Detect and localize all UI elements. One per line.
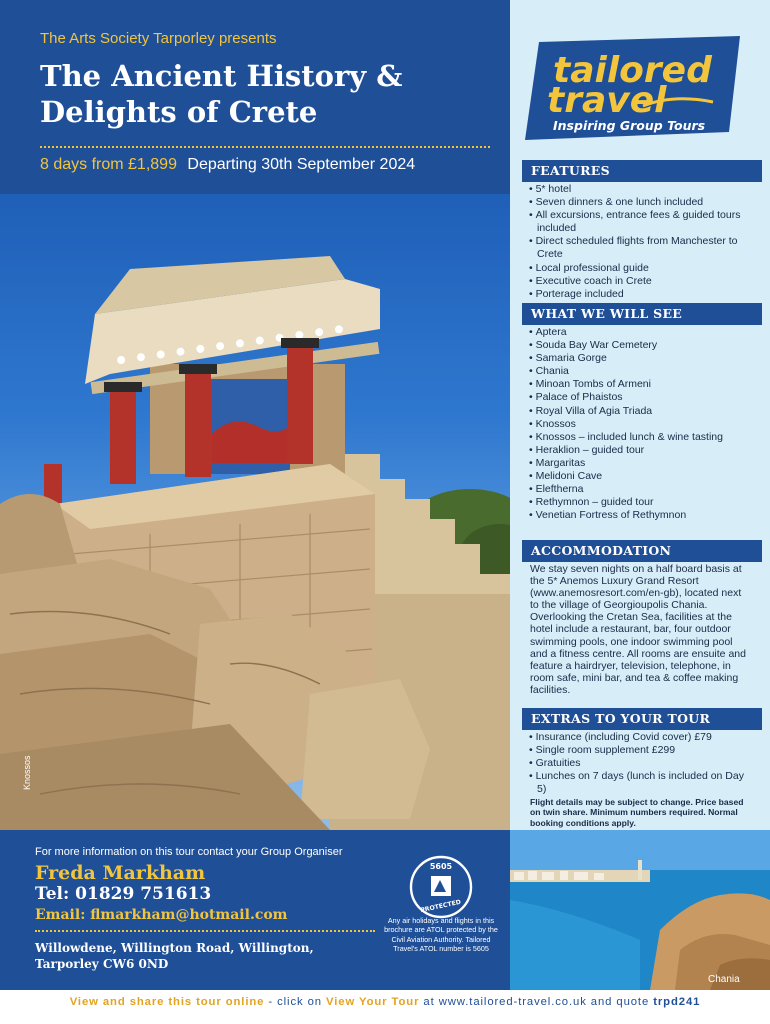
accommodation-heading: ACCOMMODATION	[522, 540, 762, 562]
page-title: The Ancient History & Delights of Crete	[40, 59, 403, 129]
organiser-name: Freda Markham	[35, 862, 206, 884]
list-item: • Heraklion – guided tour	[529, 444, 754, 457]
see-heading: WHAT WE WILL SEE	[522, 303, 762, 325]
price-row	[40, 156, 415, 174]
logo-mark	[525, 36, 740, 144]
atol-number: 5605	[429, 862, 453, 871]
list-item: • Executive coach in Crete	[529, 275, 754, 288]
list-item: • Palace of Phaistos	[529, 391, 754, 404]
organiser-email[interactable]: Email: flmarkham@hotmail.com	[35, 907, 288, 923]
accommodation-text: We stay seven nights on a half board basis at the 5* Anemos Luxury Grand Resort (www.anemosresort.com/en-gb), located next to the village of Georgioupolis Chania. Overlooking the Cretan Sea, facilities at the hotel include a restaurant, bar, four outdoor swimming pools, one indoor swimming pool and a fitness centre. All rooms are ensuite and feature a hairdryer, television, telephone, in room safe, mini bar, and tea & coffee making facilities.	[530, 563, 746, 696]
list-item: • Chania	[529, 365, 754, 378]
list-item: • Royal Villa of Agia Triada	[529, 405, 754, 418]
list-item: • Direct scheduled flights from Manchester to Crete	[529, 235, 754, 261]
list-item: • Porterage included	[529, 288, 754, 301]
organiser-address	[35, 940, 375, 972]
footer-text-1: - click on	[264, 996, 327, 1008]
contact-intro: For more information on this tour contact your Group Organiser	[35, 846, 343, 858]
list-item: • Melidoni Cave	[529, 470, 754, 483]
list-item: • Insurance (including Covid cover) £79	[529, 731, 754, 744]
footer-cta-strong: View and share this tour online	[69, 996, 265, 1008]
see-list	[529, 326, 754, 522]
list-item: • Margaritas	[529, 457, 754, 470]
list-item: • Venetian Fortress of Rethymnon	[529, 509, 754, 522]
footer-call-to-action	[0, 990, 770, 1024]
extras-list	[529, 731, 754, 796]
list-item: • Knossos – included lunch & wine tasting	[529, 431, 754, 444]
logo-tagline: Inspiring Group Tours	[553, 118, 706, 133]
price-text: 8 days from £1,899	[40, 156, 177, 173]
list-item: • Rethymnon – guided tour	[529, 496, 754, 509]
list-item: • Single room supplement £299	[529, 744, 754, 757]
knossos-illustration	[0, 194, 510, 830]
list-item: • Eleftherna	[529, 483, 754, 496]
list-item: • Samaria Gorge	[529, 352, 754, 365]
logo-word-2: travel	[547, 80, 667, 121]
tailored-travel-logo	[525, 36, 740, 144]
atol-badge	[406, 852, 476, 922]
list-item: • Aptera	[529, 326, 754, 339]
address-line-2: Tarporley CW6 0ND	[35, 957, 169, 971]
logo-word-1: tailored	[553, 50, 712, 91]
atol-statement: Any air holidays and flights in this brochure are ATOL protected by the Civil Aviation Authority. Tailored Travel's ATOL number is 5605	[384, 916, 498, 954]
list-item: • Minoan Tombs of Armeni	[529, 378, 754, 391]
presents-line: The Arts Society Tarporley presents	[40, 30, 277, 47]
list-item: • 5* hotel	[529, 183, 754, 196]
knossos-photo	[0, 194, 510, 830]
features-heading: FEATURES	[522, 160, 762, 182]
footer-quote-code: trpd241	[653, 996, 701, 1008]
list-item: • Seven dinners & one lunch included	[529, 196, 754, 209]
photo-credit: Knossos	[22, 755, 32, 790]
contact-divider	[35, 930, 375, 932]
chania-caption: Chania	[708, 974, 740, 985]
departure-text: Departing 30th September 2024	[187, 156, 416, 173]
address-line-1: Willowdene, Willington Road, Willington,	[35, 941, 314, 955]
extras-heading: EXTRAS TO YOUR TOUR	[522, 708, 762, 730]
list-item: • Local professional guide	[529, 262, 754, 275]
list-item: • Gratuities	[529, 757, 754, 770]
dotted-divider	[40, 146, 490, 148]
list-item: • Lunches on 7 days (lunch is included on Day 5)	[529, 770, 754, 796]
footer-text-2[interactable]: at www.tailored-travel.co.uk and quote	[419, 996, 654, 1008]
chania-illustration	[510, 830, 770, 990]
atol-icon	[406, 852, 476, 922]
chania-photo	[510, 830, 770, 990]
footer-view-your-tour[interactable]: View Your Tour	[326, 996, 420, 1008]
organiser-tel[interactable]: Tel: 01829 751613	[35, 884, 212, 904]
list-item: • All excursions, entrance fees & guided tours included	[529, 209, 754, 235]
atol-badge-word: PROTECTED	[419, 898, 462, 915]
list-item: • Knossos	[529, 418, 754, 431]
features-list	[529, 183, 754, 301]
booking-note: Flight details may be subject to change. Price based on twin share. Minimum numbers required. Normal booking conditions apply.	[530, 797, 744, 828]
list-item: • Souda Bay War Cemetery	[529, 339, 754, 352]
